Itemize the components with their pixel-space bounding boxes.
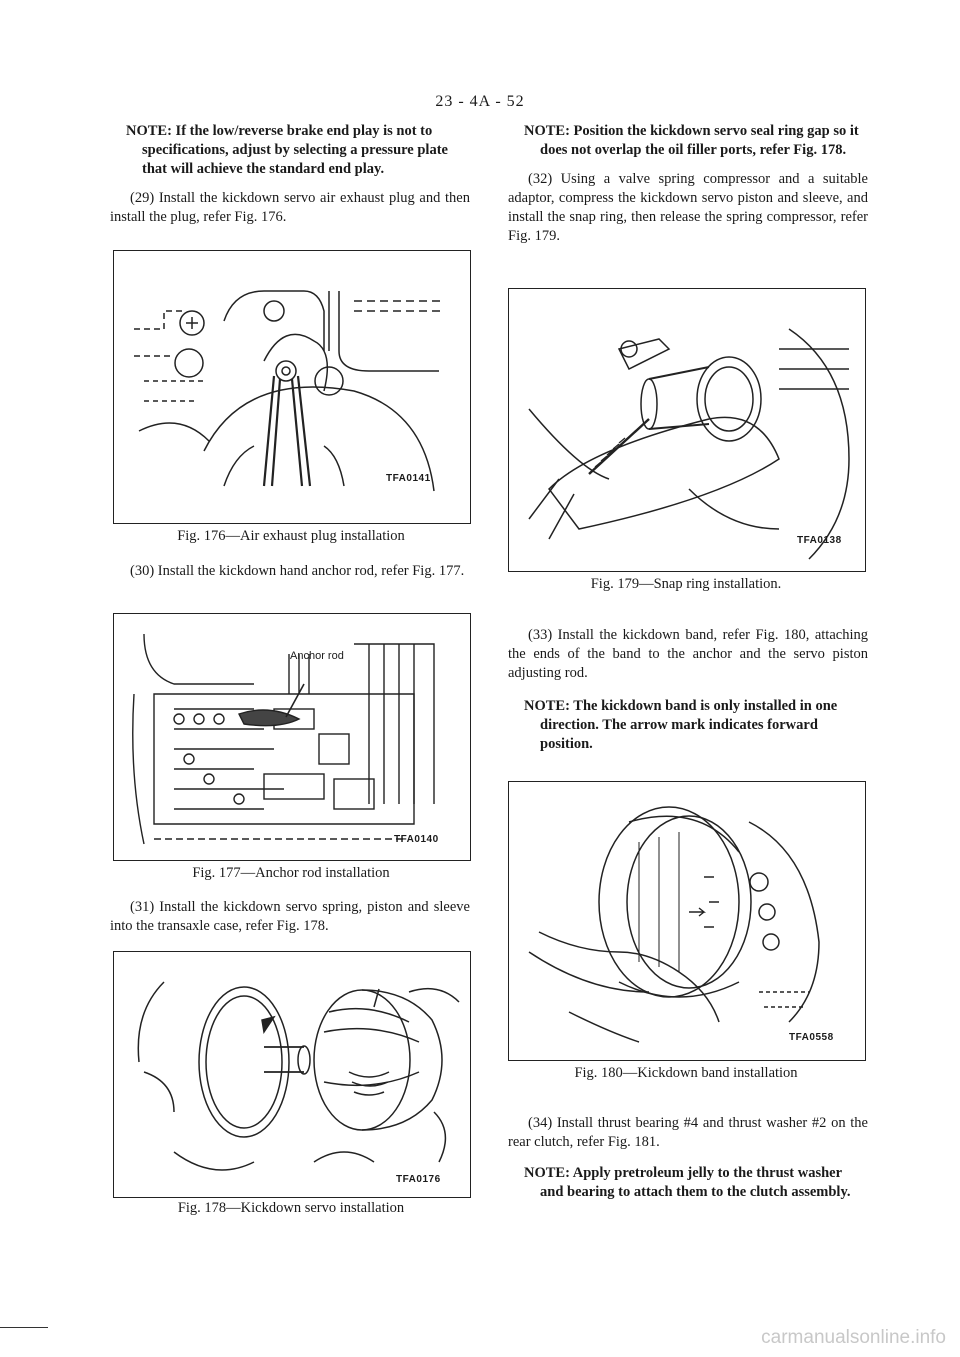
- note-band-direction: NOTE: The kickdown band is only installed in one direction. The arrow mark indicates forward position.: [524, 698, 838, 752]
- watermark: carmanualsonline.info: [761, 1327, 946, 1348]
- figure-178: [113, 951, 471, 1198]
- left-column-step-30: [110, 562, 470, 591]
- snap-ring-illustration: [509, 289, 865, 571]
- anchor-rod-label: Anchor rod: [290, 650, 344, 662]
- figure-176: [113, 250, 471, 524]
- figure-code: TFA0141: [386, 473, 431, 484]
- figure-178-caption: Fig. 178—Kickdown servo installation: [177, 1200, 405, 1216]
- step-34: (34) Install thrust bearing #4 and thrust washer #2 on the rear clutch, refer Fig. 181.: [508, 1115, 868, 1150]
- right-column: [508, 122, 868, 256]
- figure-180-caption: Fig. 180—Kickdown band installation: [574, 1065, 798, 1081]
- kickdown-servo-illustration: [114, 952, 470, 1197]
- right-column-step-34: [508, 1114, 868, 1212]
- figure-code: TFA0176: [396, 1174, 441, 1185]
- step-31: (31) Install the kickdown servo spring, piston and sleeve into the transaxle case, refer Fig. 178.: [110, 899, 470, 934]
- note-end-play: NOTE: If the low/reverse brake end play is not to specifications, adjust by selecting a pressure plate that will achieve the standard end play.: [126, 123, 448, 177]
- figure-code: TFA0558: [789, 1032, 834, 1043]
- left-column-step-31: [110, 898, 470, 946]
- left-column: [110, 122, 470, 237]
- footer-rule: [0, 1327, 48, 1328]
- step-30: (30) Install the kickdown hand anchor rod, refer Fig. 177.: [130, 563, 465, 579]
- figure-177-caption: Fig. 177—Anchor rod installation: [192, 865, 390, 881]
- figure-code: TFA0140: [394, 834, 439, 845]
- figure-code: TFA0138: [797, 535, 842, 546]
- figure-179-caption: Fig. 179—Snap ring installation.: [590, 576, 782, 592]
- figure-180: [508, 781, 866, 1061]
- kickdown-band-illustration: [509, 782, 865, 1060]
- step-32: (32) Using a valve spring compressor and a suitable adaptor, compress the kickdown servo piston and sleeve, and install the snap ring, then release the spring compressor, refer Fig. 179.: [508, 171, 868, 244]
- page-number: 23 - 4A - 52: [435, 93, 525, 110]
- right-column-step-33: [508, 626, 868, 764]
- figure-177: [113, 613, 471, 861]
- note-petroleum-jelly: NOTE: Apply pretroleum jelly to the thrust washer and bearing to attach them to the clutch assembly.: [524, 1165, 851, 1200]
- step-33: (33) Install the kickdown band, refer Fig. 180, attaching the ends of the band to the anchor and the servo piston adjusting rod.: [508, 627, 868, 681]
- figure-176-caption: Fig. 176—Air exhaust plug installation: [177, 528, 405, 544]
- figure-179: [508, 288, 866, 572]
- note-seal-ring: NOTE: Position the kickdown servo seal ring gap so it does not overlap the oil filler ports, refer Fig. 178.: [524, 123, 859, 158]
- step-29: (29) Install the kickdown servo air exhaust plug and then install the plug, refer Fig. 176.: [110, 190, 470, 225]
